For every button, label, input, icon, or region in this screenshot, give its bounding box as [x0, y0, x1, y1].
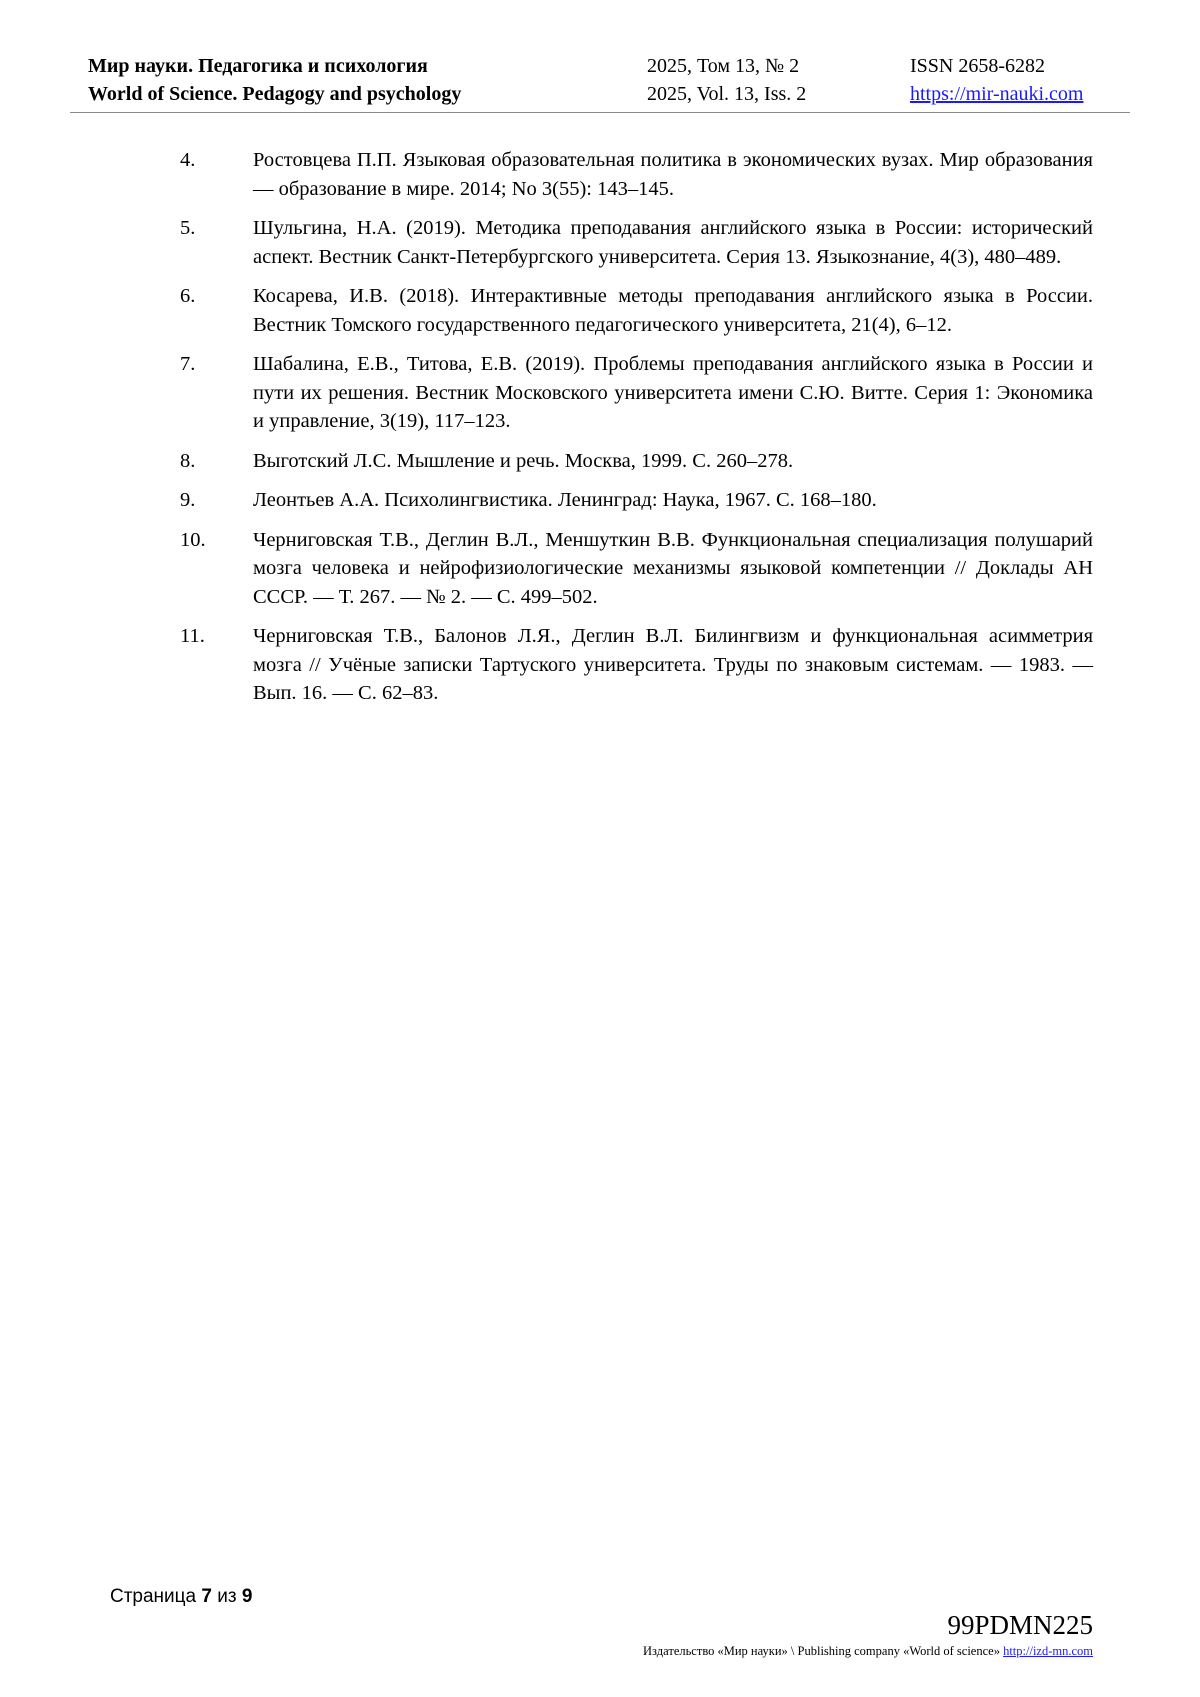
- reference-number: 7.: [180, 353, 196, 375]
- article-code: 99PDMN225: [947, 1610, 1093, 1640]
- issn: ISSN 2658-6282: [910, 55, 1046, 77]
- volume-info: [647, 52, 806, 108]
- journal-title-ru: Мир науки. Педагогика и психология: [88, 55, 428, 77]
- page-separator: из: [217, 1586, 237, 1607]
- reference-list: [180, 146, 1093, 719]
- reference-text: Косарева, И.В. (2018). Интерактивные методы преподавания английского языка в России. Вестник Томского государственного педагогического университета, 21(4), 6–12.: [253, 285, 1093, 336]
- page-total: 9: [241, 1586, 253, 1607]
- reference-number: 11.: [180, 625, 205, 647]
- page-prefix: Страница: [110, 1586, 197, 1607]
- reference-number: 10.: [180, 528, 206, 551]
- reference-item: [180, 526, 1093, 612]
- page-header: [88, 52, 1120, 108]
- publisher-text: Издательство «Мир науки» \ Publishing company «World of science»: [643, 1644, 1000, 1658]
- reference-text: Шабалина, Е.В., Титова, Е.В. (2019). Проблемы преподавания английского языка в России и пути их решения. Вестник Московского университета имени С.Ю. Витте. Серия 1: Экономика и управление, 3(19), 117–123.: [253, 353, 1093, 432]
- reference-item: [180, 447, 1093, 476]
- page-counter: [110, 1586, 252, 1608]
- reference-text: Ростовцева П.П. Языковая образовательная политика в экономических вузах. Мир образования — образование в мире. 2014; No 3(55): 143–145.: [253, 149, 1093, 200]
- volume-ru: 2025, Том 13, № 2: [647, 55, 800, 77]
- reference-text: Выготский Л.С. Мышление и речь. Москва, 1999. С. 260–278.: [253, 449, 794, 472]
- publisher-link[interactable]: http://izd-mn.com: [1003, 1644, 1093, 1658]
- reference-text: Черниговская Т.В., Балонов Л.Я., Деглин В.Л. Билингвизм и функциональная асимметрия мозга // Учёные записки Тартуского университета. Труды по знаковым системам. — 1983. — Вып. 16. — С. 62–83.: [253, 625, 1093, 704]
- reference-item: [180, 622, 1093, 708]
- publisher-line: [643, 1644, 1093, 1659]
- page-current: 7: [201, 1586, 212, 1607]
- reference-number: 9.: [180, 489, 196, 511]
- reference-item: [180, 146, 1093, 203]
- reference-number: 4.: [180, 149, 196, 171]
- reference-number: 5.: [180, 217, 196, 239]
- reference-text: Черниговская Т.В., Деглин В.Л., Меншуткин В.В. Функциональная специализация полушарий мозга человека и нейрофизиологические механизмы языковой компетенции // Доклады АН СССР. — Т. 267. — № 2. — С. 499–502.: [253, 528, 1093, 608]
- journal-title-en: World of Science. Pedagogy and psychology: [88, 83, 462, 105]
- reference-number: 6.: [180, 285, 196, 307]
- website-link[interactable]: https://mir-nauki.com: [910, 83, 1084, 105]
- reference-item: [180, 214, 1093, 271]
- reference-text: Леонтьев А.А. Психолингвистика. Ленинград: Наука, 1967. С. 168–180.: [253, 489, 877, 511]
- reference-number: 8.: [180, 449, 196, 472]
- reference-item: [180, 486, 1093, 515]
- header-divider: [70, 112, 1130, 113]
- reference-text: Шульгина, Н.А. (2019). Методика преподавания английского языка в России: исторический аспект. Вестник Санкт-Петербургского университета. Серия 13. Языкознание, 4(3), 480–489.: [253, 217, 1093, 268]
- reference-item: [180, 282, 1093, 339]
- volume-en: 2025, Vol. 13, Iss. 2: [647, 83, 807, 105]
- journal-title: [88, 52, 461, 108]
- reference-item: [180, 350, 1093, 436]
- issn-block: [910, 52, 1083, 108]
